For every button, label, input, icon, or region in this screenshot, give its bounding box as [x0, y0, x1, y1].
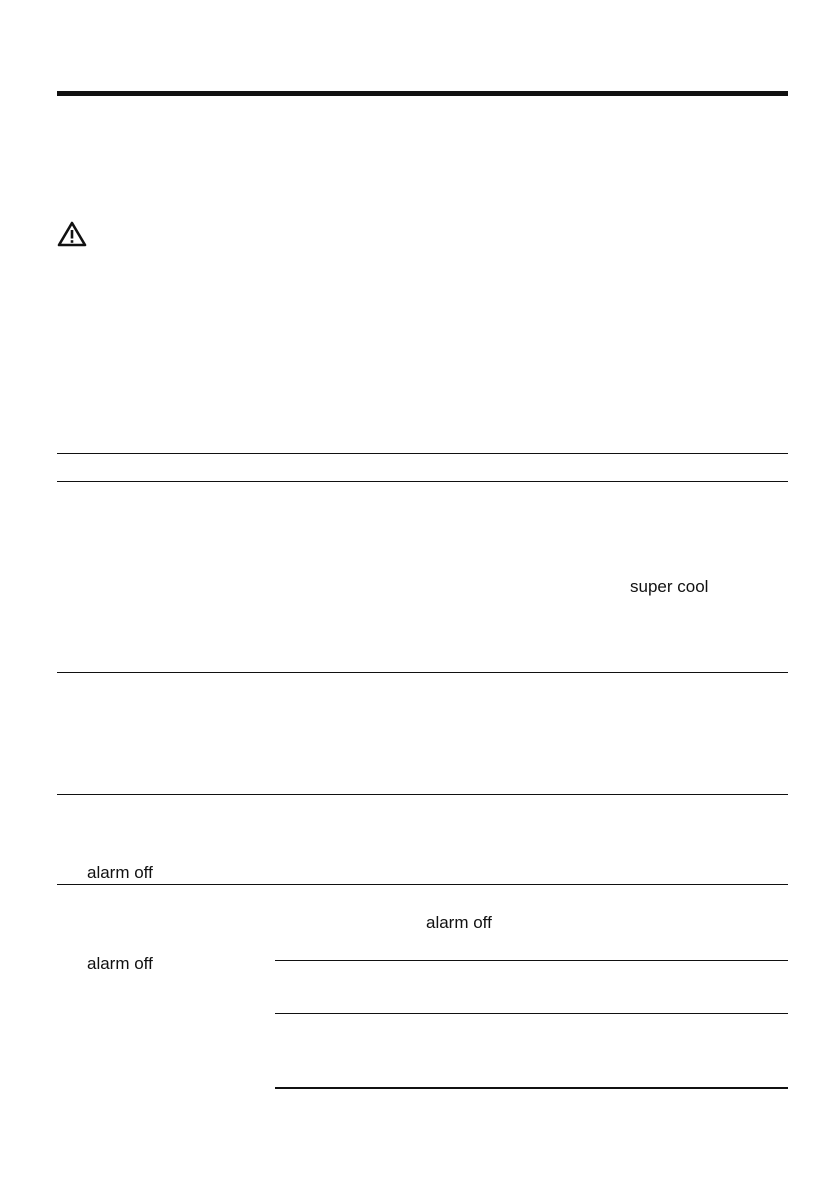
alarm-off-label: alarm off [87, 954, 153, 973]
row-divider [57, 794, 788, 795]
row-divider [57, 884, 788, 885]
header-rule [57, 91, 788, 96]
alarm-off-label: alarm off [87, 863, 153, 882]
row-divider [57, 672, 788, 673]
table-header-rule [57, 481, 788, 482]
alarm-off-label: alarm off [426, 913, 492, 932]
warning-triangle-icon [57, 221, 87, 247]
table-top-rule [57, 453, 788, 454]
super-cool-label: super cool [630, 577, 709, 596]
sub-row-divider [275, 1013, 788, 1014]
sub-row-divider [275, 960, 788, 961]
table-bottom-rule [275, 1087, 788, 1089]
